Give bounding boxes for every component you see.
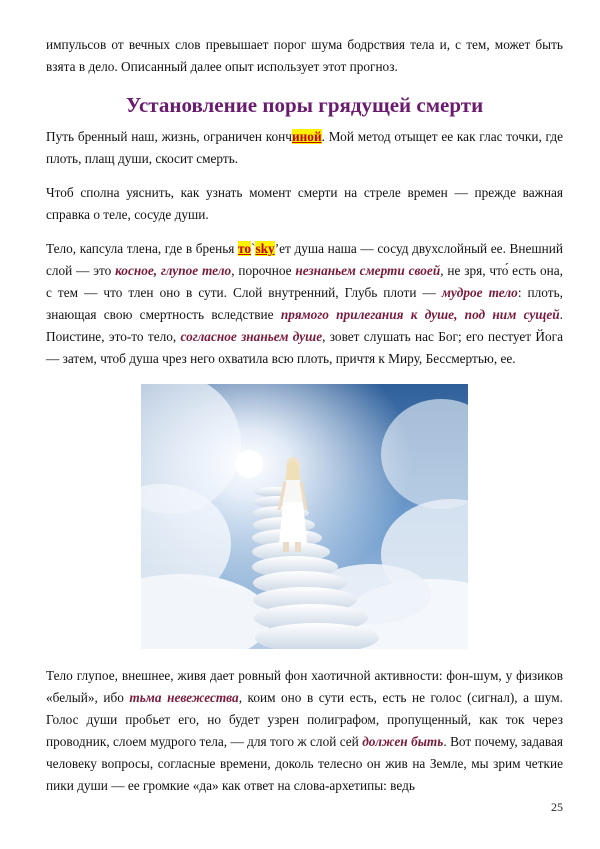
document-page <box>46 34 563 797</box>
p3-text-3: ’ет душа наша — сосуд двухслойный ее. Внешний слой — это <box>46 241 563 278</box>
p3-emphasis-1: косное, глупое тело <box>115 263 232 278</box>
stairway-to-heaven-image <box>141 384 468 649</box>
p3-emphasis-4: прямого прилегания к душе, под ним сущей <box>280 307 560 322</box>
p3-emphasis-2: незнаньем смерти своей <box>295 263 441 278</box>
section-heading: Установление поры грядущей смерти <box>125 93 484 117</box>
p2-text: Чтоб сполна уяснить, как узнать момент смерти на стреле времен — прежде важная справка о теле, сосуде души. <box>46 185 563 222</box>
p1-text-after: . Мой метод отыщет ее как глас точки, где плоть, плащ души, скосит смерть. <box>46 129 563 166</box>
p3-highlight-1: то <box>238 241 252 256</box>
p3-text-1: Тело, капсула тлена, где в бренья <box>46 241 239 256</box>
page-number: 25 <box>551 800 563 814</box>
intro-paragraph <box>46 34 563 78</box>
paragraph-3 <box>46 238 563 370</box>
p1-highlight: иной <box>291 129 322 144</box>
p3-emphasis-3: мудрое тело <box>441 285 518 300</box>
p3-highlight-2: sky <box>255 241 275 256</box>
paragraph-4 <box>46 665 563 797</box>
p1-text-before: Путь бренный наш, жизнь, ограничен конч <box>46 129 292 144</box>
p4-text-2: , коим оно в сути есть, есть не голос (сигнал), а шум. Голос души пробьет его, но будет узрен полиграфом, пропущенный, как ток через проводник, слоем мудрого тела, — для того ж слой сей <box>46 690 563 749</box>
p3-text-5: , не зря, что́ есть она, с тем — что тлен оно в сути. Слой внутренний, Глубь плоти — <box>46 263 563 300</box>
stairway-illustration <box>141 384 468 649</box>
p4-emphasis-2: должен быть <box>362 734 444 749</box>
p4-text-3: . Вот почему, задавая человеку вопросы, согласные времени, доколь телесно он жив на Земле, мы зрим четкие пики души — ее громкие «да» как ответ на слова-архетипы: ведь <box>46 734 563 793</box>
paragraph-1 <box>46 126 563 170</box>
paragraph-2 <box>46 182 563 226</box>
p3-text-2: ` <box>251 241 256 256</box>
p3-text-8: , зовет слушать нас Бог; его пестует Йога — затем, чтоб душа чрез него охватила всю плоть, причтя к Миру, Бессмертью, ее. <box>46 329 563 366</box>
p4-text-1: Тело глупое, внешнее, живя дает ровный фон хаотичной активности: фон-шум, у физиков «белый», ибо <box>46 668 563 705</box>
p3-text-6: : плоть, знающая свою смертность вследствие <box>46 285 563 322</box>
intro-text: импульсов от вечных слов превышает порог шума бодрствия тела и, с тем, может быть взята в дело. Описанный далее опыт использует этот прогноз. <box>46 37 563 74</box>
p3-text-7: . Поистине, это-то тело, <box>46 307 563 344</box>
p4-emphasis-1: тьма невежества <box>129 690 239 705</box>
p3-emphasis-5: согласное знаньем душе <box>180 329 323 344</box>
p3-text-4: , порочное <box>231 263 296 278</box>
